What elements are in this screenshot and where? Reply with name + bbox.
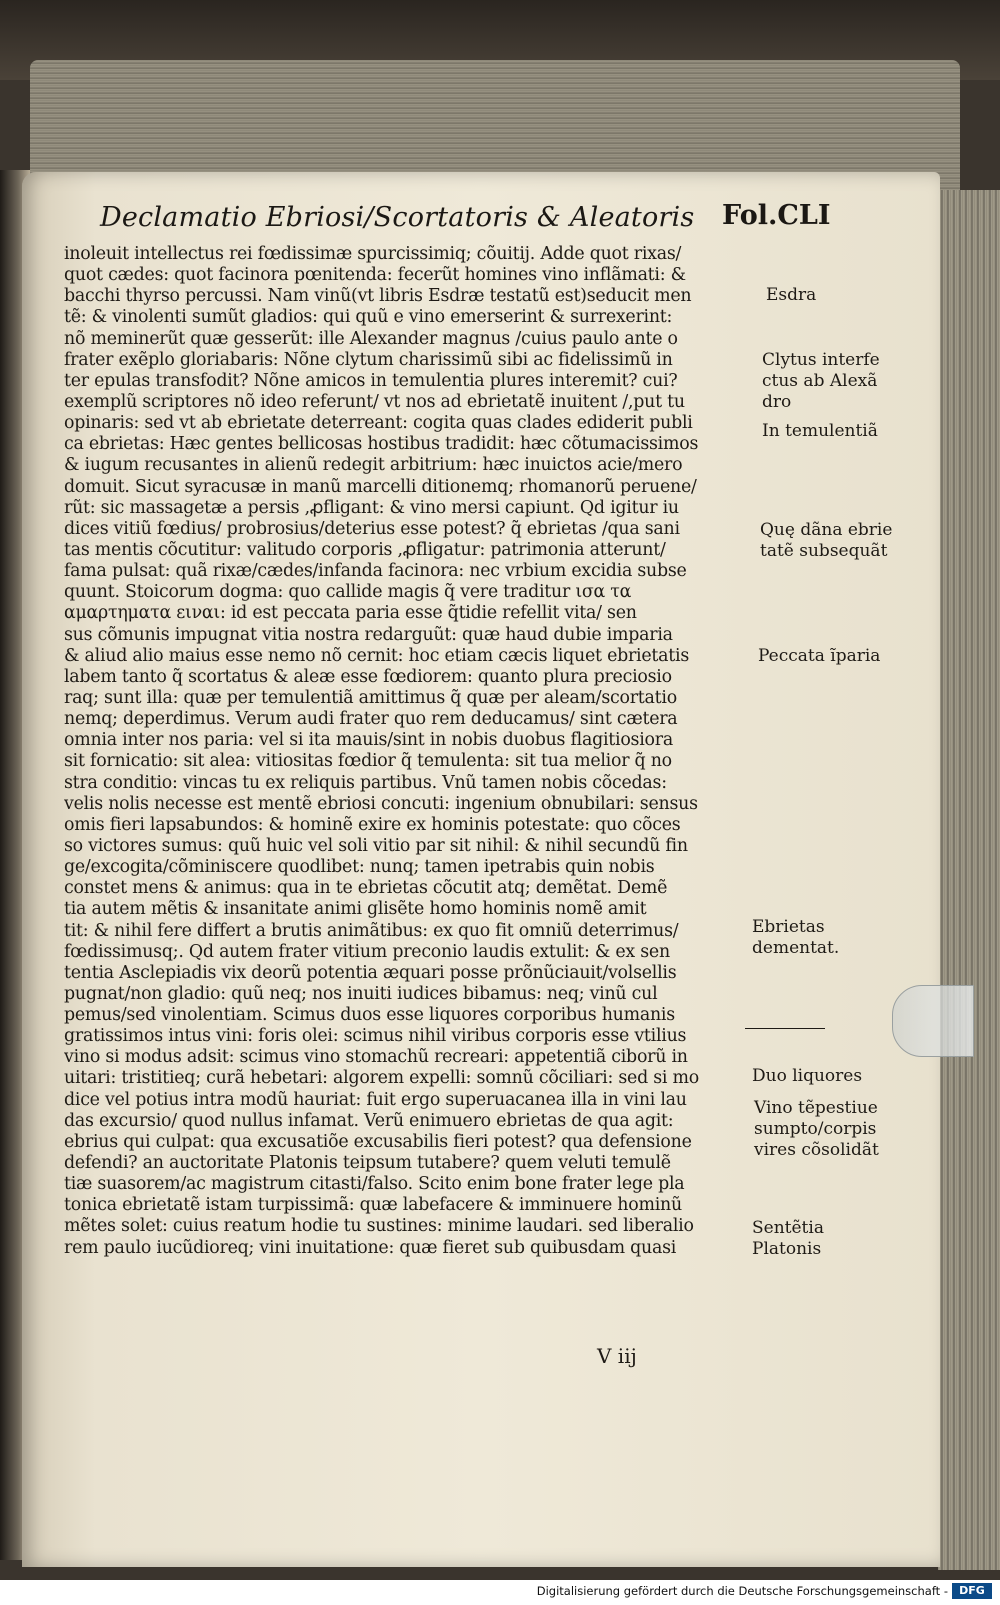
text-line: velis nolis necesse est mentẽ ebriosi concuti: ingenium obnubilari: sensus (64, 793, 698, 814)
text-line: opinaris: sed vt ab ebrietate deterreant: cogita quas clades ediderit publi (64, 413, 693, 434)
text-line: tonica ebrietatẽ istam turpissimã: quæ labefacere & imminuere hominũ (64, 1195, 682, 1216)
text-line: pugnat/non gladio: quũ neq; nos inuiti iudices bibamus: neq; vinũ cul (64, 983, 658, 1004)
footer-credit: Digitalisierung gefördert durch die Deutsche Forschungsgemeinschaft - (536, 1584, 948, 1598)
text-line: defendi? an auctoritate Platonis teipsum tutabere? quem veluti temulẽ (64, 1153, 671, 1174)
margin-note-line: ctus ab Alexã (762, 371, 878, 391)
text-line: tiæ suasorem/ac magistrum citasti/falso. Scito enim bone frater lege pla (64, 1174, 685, 1195)
margin-note-line: Duo liquores (752, 1066, 863, 1086)
margin-note-liquores (752, 1066, 862, 1087)
text-line: so victores sumus: quũ huic vel soli vitio par sit nihil: & nihil secundũ fin (64, 835, 688, 856)
text-line: das excursio/ quod nullus infamat. Verũ enimuero ebrietas de qua agit: (64, 1110, 674, 1131)
text-line: rũt: sic massagetæ a persis ,ꝓfligant: & vino mersi capiunt. Qd igitur iu (64, 497, 679, 518)
margin-note-line: Clytus interfe (762, 350, 880, 370)
text-line: tentia Asclepiadis vix deorũ potentia æquari posse prõnũciauit/volsellis (64, 962, 677, 983)
text-line: tas mentis cõcutitur: valitudo corporis ,ꝓfligatur: patrimonia atterunt/ (64, 539, 666, 560)
text-line: inoleuit intellectus rei fœdissimæ spurcissimiq; cõuitij. Adde quot rixas/ (64, 244, 682, 264)
underline-mark (745, 1028, 825, 1029)
page-clamp (892, 985, 974, 1057)
margin-note-line: Esdra (766, 285, 817, 305)
margin-note-line: Peccata ĩparia (758, 646, 881, 666)
text-line: nõ meminerũt quæ gesserũt: ille Alexander magnus /cuius paulo ante o (64, 328, 678, 349)
signature-mark: V iij (597, 1344, 637, 1368)
text-line: uitari: tristitieq; curã hebetari: algorem expelli: somnũ cõciliari: sed si mo (64, 1068, 699, 1089)
margin-note-clytus (762, 350, 880, 413)
folio-number: Fol.CLI (722, 200, 831, 231)
text-line: fama pulsat: quã rixæ/cædes/infanda facinora: nec vrbium excidia subse (64, 561, 687, 582)
margin-note-esdra (766, 285, 816, 306)
margin-note-peccata (758, 646, 880, 667)
margin-note-line: vires cõsolidãt (754, 1140, 879, 1160)
text-line: tia autem mẽtis & insanitate animi glisẽte homo hominis nomẽ amit (64, 899, 647, 920)
text-line: mẽtes solet: cuius reatum hodie tu sustines: minime laudari. sed liberalio (64, 1216, 694, 1237)
text-line: dices vitiũ fœdius/ probrosius/deterius esse potest? q̃ ebrietas /qua sani (64, 518, 680, 539)
text-line: bacchi thyrso percussi. Nam vinũ(vt libris Esdræ testatũ est)seducit men (64, 286, 692, 307)
text-line: ter epulas transfodit? Nõne amicos in temulentia plures interemit? cui? (64, 370, 678, 391)
text-line: constet mens & animus: qua in te ebrietas cõcutit atq; demẽtat. Demẽ (64, 878, 668, 899)
text-line: fœdissimusq;. Qd autem frater vitium preconio laudis extulit: & ex sen (64, 941, 670, 962)
text-line: αμαρτηματα ειναι: id est peccata paria esse q̃tidie refellit vita/ sen (64, 603, 637, 624)
text-line: labem tanto q̃ scortatus & aleæ esse fœdiorem: quanto plura preciosio (64, 666, 672, 687)
margin-note-line: In temulentiã (762, 421, 878, 441)
text-line: stra conditio: vincas tu ex reliquis partibus. Vnũ tamen nobis cõcedas: (64, 772, 667, 793)
margin-note-line: Sentẽtia (752, 1218, 824, 1238)
margin-note-line: dro (762, 392, 792, 412)
text-line: omis fieri lapsabundos: & hominẽ exire ex hominis potestate: quo cõces (64, 814, 681, 835)
text-line: ge/excogita/cõminiscere quodlibet: nunq; tamen ipetrabis quin nobis (64, 857, 655, 878)
text-line: vino si modus adsit: scimus vino stomachũ recreari: appetentiã ciborũ in (64, 1047, 688, 1068)
dfg-logo: DFG (952, 1583, 992, 1599)
text-line: nemq; deperdimus. Verum audi frater quo rem deducamus/ sint cætera (64, 709, 678, 730)
text-line: frater exẽplo gloriabaris: Nõne clytum charissimũ sibi ac fidelissimũ in (64, 349, 673, 370)
text-line: raq; sunt illa: quæ per temulentiã amittimus q̃ quæ per aleam/scortatio (64, 687, 677, 708)
footer-bar (0, 1580, 1000, 1605)
margin-note-line: Platonis (752, 1239, 822, 1259)
text-line: quunt. Stoicorum dogma: quo callide magis q̃ vere traditur ισα τα (64, 582, 632, 603)
margin-note-damna (760, 520, 892, 562)
text-line: pemus/sed vinolentiam. Scimus duos esse liquores corporibus humanis (64, 1005, 675, 1026)
text-line: dice vel potius intra modũ hauriat: fuit ergo superuacanea illa in vini lau (64, 1089, 687, 1110)
margin-note-line: dementat. (752, 938, 840, 958)
text-line: & aliud alio maius esse nemo nõ cernit: hoc etiam cæcis liquet ebrietatis (64, 645, 689, 666)
text-line: tẽ: & vinolenti sumũt gladios: qui quũ e vino emerserint & surrexerint: (64, 307, 673, 328)
fore-edge (938, 190, 1000, 1570)
text-line: quot cædes: quot facinora pœnitenda: fecerũt homines vino inflãmati: & (64, 265, 686, 286)
margin-note-line: Quę dãna ebrie (760, 520, 893, 540)
text-line: tit: & nihil fere differt a brutis animãtibus: ex quo fit omniũ deterrimus/ (64, 920, 679, 941)
margin-note-line: tatẽ subsequãt (760, 541, 888, 561)
margin-note-line: Vino tẽpestiue (754, 1098, 878, 1118)
text-line: exemplũ scriptores nõ ideo referunt/ vt nos ad ebrietatẽ inuitent /,put tu (64, 391, 685, 412)
text-line: ebrius qui culpat: qua excusatiõe excusabilis fieri potest? qua defensione (64, 1131, 692, 1152)
text-line: rem paulo iucũdioreq; vini inuitatione: quæ fieret sub quibusdam quasi (64, 1237, 677, 1258)
margin-note-platonis (752, 1218, 824, 1260)
margin-note-ebrietas (752, 917, 839, 959)
margin-note-line: sumpto/corpis (754, 1119, 877, 1139)
running-title: Declamatio Ebriosi/Scortatoris & Aleatoris (100, 202, 695, 233)
text-line: & iugum recusantes in alienũ redegit arbitrium: hæc inuictos acie/mero (64, 455, 683, 476)
text-line: omnia inter nos paria: vel si ita mauis/sint in nobis duobus flagitiosiora (64, 730, 673, 751)
text-line: sus cõmunis impugnat vitia nostra redarguũt: quæ haud dubie imparia (64, 624, 673, 645)
margin-note-line: Ebrietas (752, 917, 825, 937)
text-line: ca ebrietas: Hæc gentes bellicosas hostibus tradidit: hæc cõtumacissimos (64, 434, 699, 455)
text-line: domuit. Sicut syracusæ in manũ marcelli ditionemq; rhomanorũ peruene/ (64, 476, 697, 497)
text-line: sit fornicatio: sit alea: vitiositas fœdior q̃ temulenta: sit tua melior q̃ no (64, 751, 672, 772)
text-line: gratissimos intus vini: foris olei: scimus nihil viribus corporis esse vtilius (64, 1026, 687, 1047)
margin-note-vino (754, 1098, 879, 1161)
body-text-column (64, 244, 754, 1259)
margin-note-temulentia (762, 421, 878, 442)
